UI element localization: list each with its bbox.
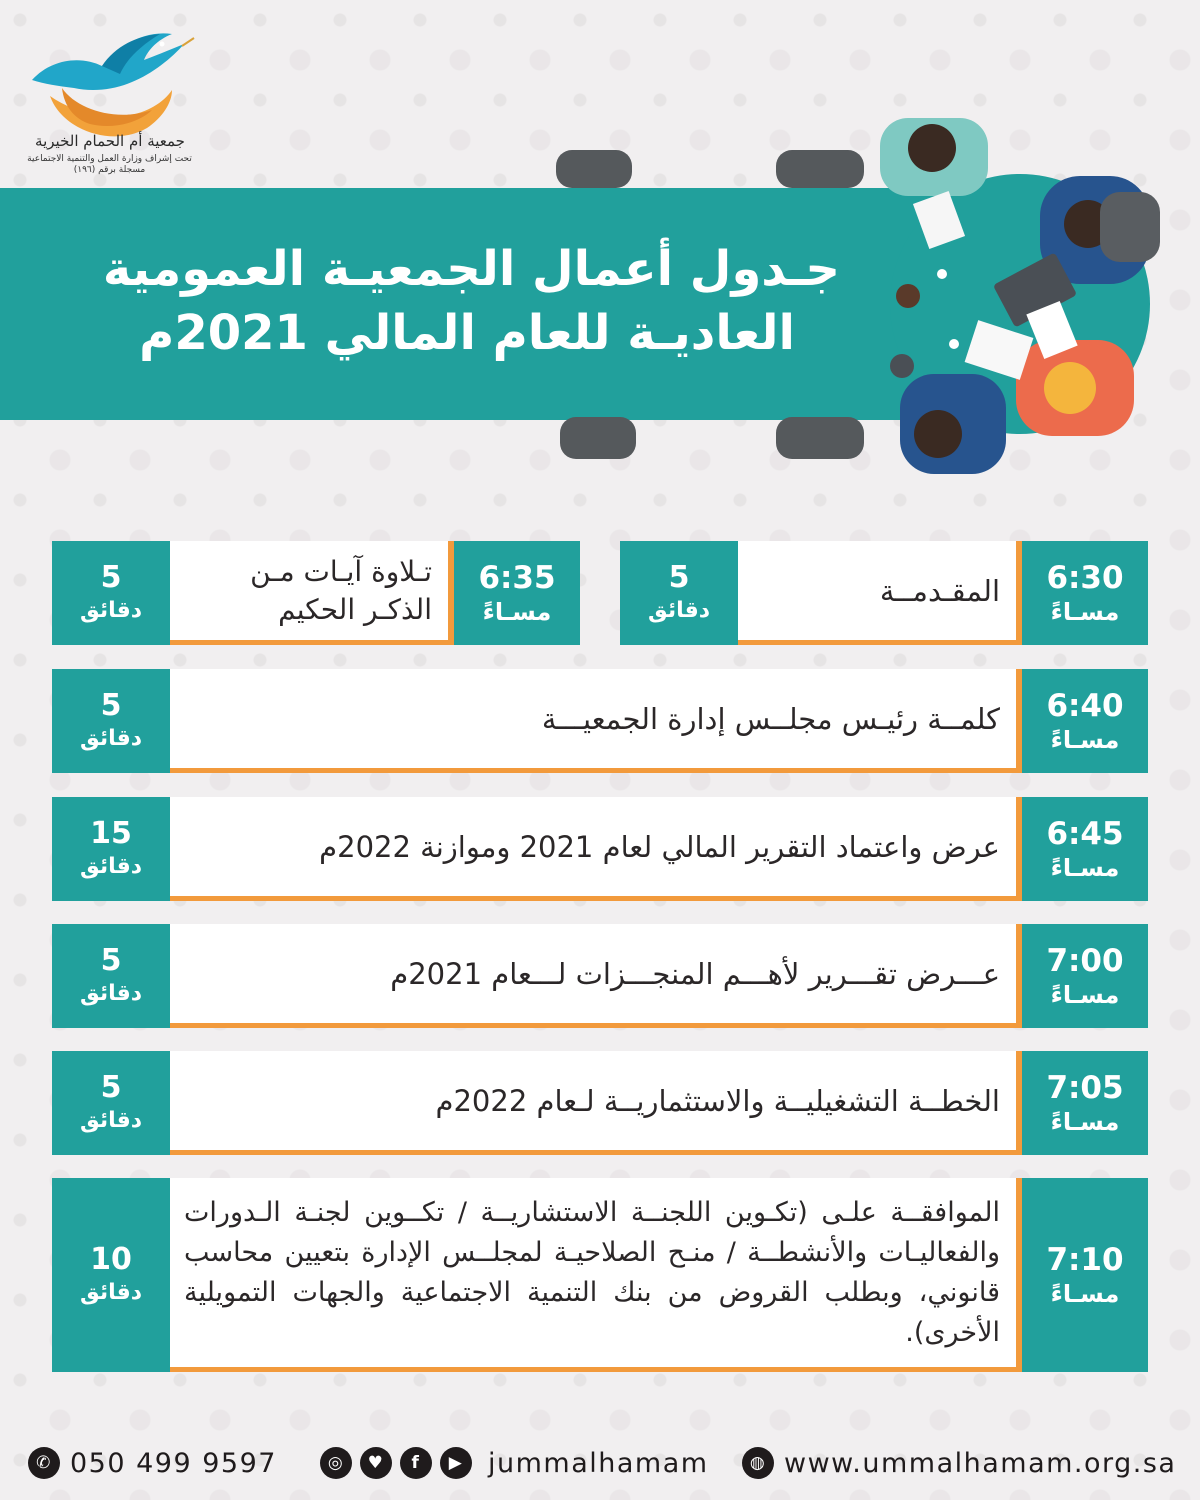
agenda-item <box>52 1178 1148 1372</box>
time-period: مسـاءً <box>482 598 552 626</box>
social-handle[interactable]: jummalhamam <box>488 1447 709 1479</box>
time-value: 6:45 <box>1046 816 1124 852</box>
duration-value: 5 <box>668 560 690 595</box>
title-line1: جـدول أعمال الجمعيـة العمومية <box>102 241 840 297</box>
website-link[interactable]: www.ummalhamam.org.sa <box>784 1447 1177 1479</box>
social-links <box>320 1447 709 1479</box>
agenda-duration <box>52 797 170 901</box>
instagram-icon[interactable]: ◎ <box>320 1447 352 1479</box>
globe-icon: ◍ <box>742 1447 774 1479</box>
duration-unit: دقائق <box>79 598 143 623</box>
agenda-title: تـلاوة آيـات مـن الذكـر الحكيم <box>170 541 448 645</box>
duration-unit: دقائق <box>79 1108 143 1133</box>
agenda-item <box>52 924 1148 1028</box>
agenda-duration <box>620 541 738 645</box>
organization-logo <box>22 18 197 178</box>
agenda-item <box>52 1051 1148 1155</box>
agenda-time <box>1016 1051 1148 1155</box>
logo-subtitle <box>22 154 197 176</box>
duration-unit: دقائق <box>79 981 143 1006</box>
duration-value: 15 <box>90 816 132 851</box>
agenda-time <box>1016 541 1148 645</box>
page-title <box>80 237 840 365</box>
person-right-bottom <box>1016 340 1134 436</box>
agenda-duration <box>52 669 170 773</box>
time-value: 7:05 <box>1046 1070 1124 1106</box>
duration-value: 5 <box>100 560 122 595</box>
phone-number[interactable]: 050 499 9597 <box>70 1447 277 1479</box>
time-period: مسـاءً <box>1050 854 1120 882</box>
time-value: 7:10 <box>1046 1242 1124 1278</box>
agenda-time <box>1016 1178 1148 1372</box>
agenda-title: عرض واعتماد التقرير المالي لعام 2021 وموازنة 2022م <box>170 797 1016 901</box>
whatsapp-icon: ✆ <box>28 1447 60 1479</box>
title-line2: العاديـة للعام المالي 2021م <box>139 305 795 361</box>
contact-footer <box>0 1430 1200 1500</box>
agenda-item <box>620 541 1148 645</box>
agenda-duration <box>52 1178 170 1372</box>
time-period: مسـاءً <box>1050 598 1120 626</box>
logo-calligraphy: جمعية أم الحمام الخيرية <box>35 132 185 150</box>
agenda-duration <box>52 924 170 1028</box>
agenda-title: الخطــة التشغيليــة والاستثماريــة لـعام 2022م <box>170 1051 1016 1155</box>
person-bottom <box>900 374 1006 474</box>
agenda-title: المقـدمــة <box>738 541 1016 645</box>
agenda-item <box>52 669 1148 773</box>
time-value: 7:00 <box>1046 943 1124 979</box>
agenda-title: عـــرض تقـــرير لأهـــم المنجـــزات لـــعام 2021م <box>170 924 1016 1028</box>
website-contact[interactable] <box>742 1447 1176 1479</box>
time-period: مسـاءً <box>1050 726 1120 754</box>
agenda-time <box>448 541 580 645</box>
agenda-duration <box>52 1051 170 1155</box>
person-top <box>880 118 988 196</box>
phone-contact[interactable] <box>28 1447 277 1479</box>
time-period: مسـاءً <box>1050 1108 1120 1136</box>
duration-value: 5 <box>100 943 122 978</box>
agenda-time <box>1016 924 1148 1028</box>
duration-unit: دقائق <box>79 726 143 751</box>
duration-value: 10 <box>90 1242 132 1277</box>
duration-unit: دقائق <box>647 598 711 623</box>
agenda-title: كلمــة رئيـس مجلــس إدارة الجمعيـــة <box>170 669 1016 773</box>
agenda-duration <box>52 541 170 645</box>
logo-subtitle-line1: تحت إشراف وزارة العمل والتنمية الاجتماعية <box>27 154 192 164</box>
agenda-time <box>1016 669 1148 773</box>
youtube-icon[interactable]: ▶ <box>440 1447 472 1479</box>
time-period: مسـاءً <box>1050 1280 1120 1308</box>
agenda-item <box>52 541 580 645</box>
duration-value: 5 <box>100 1070 122 1105</box>
agenda-time <box>1016 797 1148 901</box>
agenda-item <box>52 797 1148 901</box>
duration-unit: دقائق <box>79 1280 143 1305</box>
dove-hand-icon <box>22 18 197 153</box>
logo-subtitle-line2: مسجلة برقم (١٩٦) <box>73 165 146 175</box>
time-value: 6:30 <box>1046 560 1124 596</box>
duration-unit: دقائق <box>79 854 143 879</box>
twitter-icon[interactable]: ♥ <box>360 1447 392 1479</box>
duration-value: 5 <box>100 688 122 723</box>
agenda-title: الموافقــة علـى (تكـوين اللجنــة الاستشاريــة / تكــوين لجنـة الـدورات والفعاليـات والأنشطــة / منـح الصلاحيـة لمجلــس الإدارة بتعيين محاسب قانوني، وبطلب القروض من بنك التنمية الاجتماعية والجهات التمويلية الأخرى). <box>170 1178 1016 1372</box>
time-value: 6:40 <box>1046 688 1124 724</box>
facebook-icon[interactable]: f <box>400 1447 432 1479</box>
time-value: 6:35 <box>478 560 556 596</box>
time-period: مسـاءً <box>1050 981 1120 1009</box>
